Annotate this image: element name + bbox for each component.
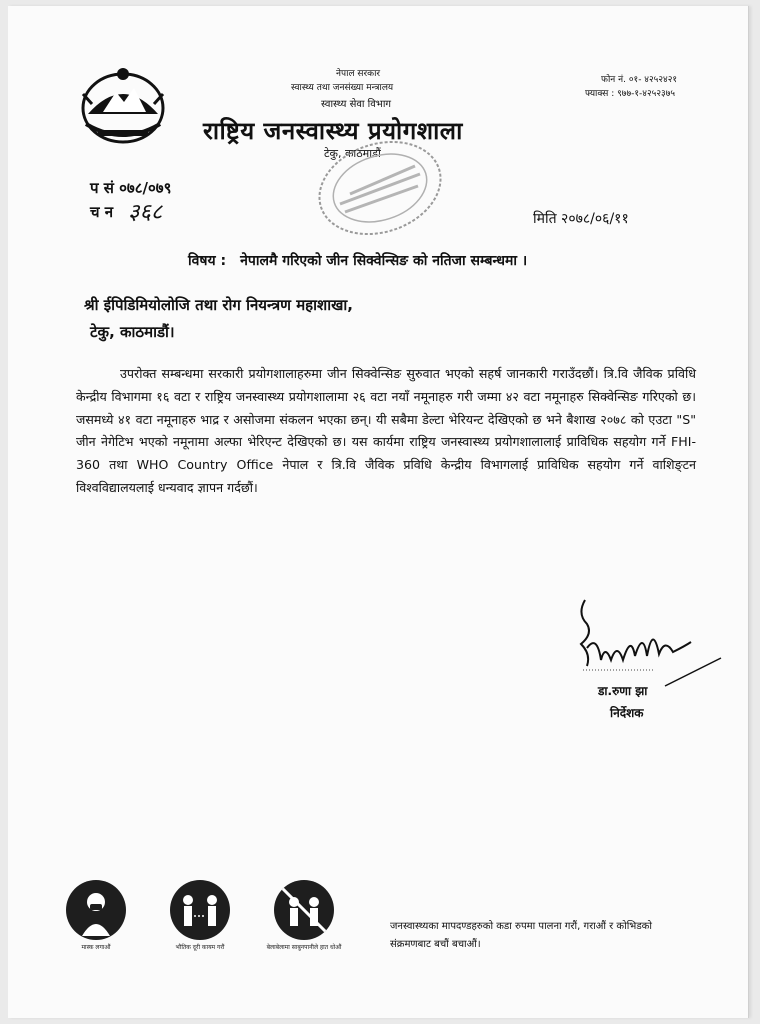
lab-location: टेकु, काठमाडौं <box>324 147 381 160</box>
signature-icon <box>573 594 723 694</box>
mask-icon <box>66 880 126 940</box>
government-name: नेपाल सरकार <box>336 69 381 79</box>
subject-text: नेपालमै गरिएको जीन सिक्वेन्सिङ को नतिजा सम्बन्धमा । <box>240 253 528 269</box>
footer-message: जनस्वास्थ्यका मापदण्डहरुको कडा रुपमा पालना गरौं, गराऔं र कोभिडको संक्रमणबाट बचौं बचाऔं। <box>390 921 652 950</box>
dispatch-number-label: च न <box>90 203 114 221</box>
office-stamp-icon <box>300 134 460 242</box>
letter-page <box>8 6 749 1018</box>
signer-role: निर्देशक <box>610 706 644 720</box>
no-gathering-caption: बेलाबेलामा साबुनपानीले हात धोऔं <box>266 944 342 951</box>
reference-number: प सं ०७८/०७९ <box>90 179 172 197</box>
letter-body: उपरोक्त सम्बन्धमा सरकारी प्रयोगशालाहरुमा जीन सिक्वेन्सिङ सुरुवात भएको सहर्ष जानकारी गराउँदछौं। त्रि.वि जैविक प्रविधि केन्द्रीय विभागमा १६ वटा र राष्ट्रिय जनस्वास्थ्य प्रयोगशालामा २६ वटा नयाँ नमूनाहरु गरी जम्मा ४२ वटा नमूनाहरु सिक्वेन्सिङ गरिएको छ। जसमध्ये ४१ वटा नमूनाहरु भाद्र र असोजमा संकलन भएका छन्। यी सबैमा डेल्टा भेरियन्ट देखिएको छ भने बैशाख २०७८ को एउटा "S" जीन नेगेटिभ भएको नमूनामा अल्फा भेरिएन्ट देखिएको छ। यस कार्यमा राष्ट्रिय जनस्वास्थ्य प्रयोगशालालाई प्राविधिक सहयोग गर्ने FHI-360 तथा WHO Country Office नेपाल र त्रि.वि जैविक प्रविधि केन्द्रीय विभागलाई प्राविधिक सहयोग गर्ने वाशिङ्टन विश्वविद्यालयलाई धन्यवाद ज्ञापन गर्दछौं। <box>76 366 696 495</box>
subject-line <box>188 251 527 270</box>
no-gathering-icon <box>274 880 334 940</box>
footer-icon-no-gathering <box>264 880 344 952</box>
ministry-name: स्वास्थ्य तथा जनसंख्या मन्त्रालय <box>291 83 394 93</box>
department-name: स्वास्थ्य सेवा विभाग <box>321 99 392 110</box>
distance-icon <box>170 880 230 940</box>
dispatch-number-value: ३६८ <box>128 200 163 225</box>
mask-caption: मास्क लगाऔं <box>81 944 111 951</box>
subject-label: विषय : <box>188 253 227 269</box>
footer-icon-distance <box>160 880 240 952</box>
recipient-line-1: श्री ईपिडिमियोलोजि तथा रोग नियन्त्रण महाशाखा, <box>84 296 353 314</box>
footer-icon-mask <box>56 880 136 952</box>
nepal-emblem-icon <box>78 64 168 148</box>
recipient-line-2: टेकु, काठमाडौं। <box>90 323 175 341</box>
signer-name: डा.रुणा झा <box>598 684 648 698</box>
phone-number: फोन नं. ०१- ४२५२४२१ <box>601 75 678 85</box>
lab-title: राष्ट्रिय जनस्वास्थ्य प्रयोगशाला <box>203 117 463 145</box>
fax-number: फ्याक्स : ९७७-१-४२५२३७५ <box>585 89 676 99</box>
letter-date: मिति २०७८/०६/११ <box>533 211 629 227</box>
distance-caption: भौतिक दूरी कायम गरौं <box>175 944 225 951</box>
